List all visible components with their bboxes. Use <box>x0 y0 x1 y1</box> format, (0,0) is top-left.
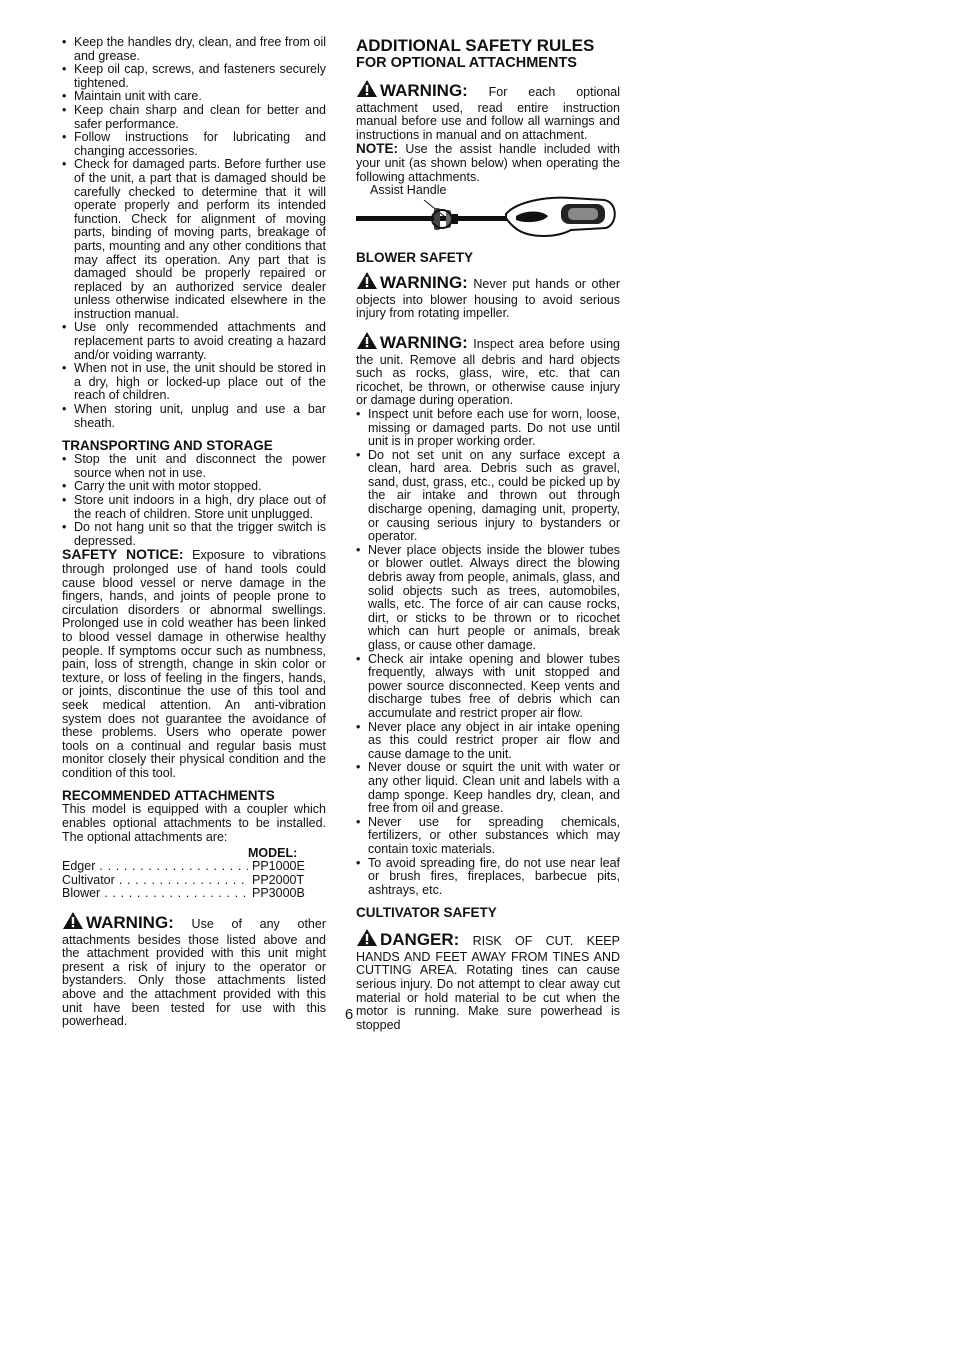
list-item: • Check for damaged parts. Before further use of the unit, a part that is damaged should be carefully checked to determine that it will operate properly and perform its intended function. Check for alignment of moving parts, binding of moving parts, breakage of parts, mounting and any other conditions that may affect its operation. Any part that is damaged should be properly repaired or replaced by an authorized service dealer unless otherwise indicated elsewhere in the instruction manual. <box>62 158 326 321</box>
list-item: • Follow instructions for lubricating and changing accessories. <box>62 131 326 158</box>
warning-label: WARNING: <box>86 913 174 933</box>
table-row <box>62 860 326 874</box>
list-item: • Never place objects inside the blower tubes or blower outlet. Always direct the blowing debris away from people, animals, glass, and solid objects such as trees, automobiles, walls, etc. The force of air can cause rocks, dirt, or sticks to be thrown or to ricochet which can hurt people or animals, break glass, or cause other damage. <box>356 544 620 653</box>
blower-safety-list <box>356 408 620 897</box>
safety-notice-label: SAFETY NOTICE: <box>62 546 184 563</box>
assist-handle-figure <box>356 184 620 244</box>
table-row <box>62 887 326 901</box>
list-item: • When not in use, the unit should be stored in a dry, high or locked-up place out of the reach of children. <box>62 362 326 403</box>
transport-heading: TRANSPORTING AND STORAGE <box>62 438 273 454</box>
list-item: • Check air intake opening and blower tubes frequently, always with unit stopped and power source disconnected. Keep vents and discharge tubes free of debris which can accumulate and restrict proper air flow. <box>356 653 620 721</box>
right-column <box>356 36 620 1032</box>
warning-label: WARNING: <box>380 332 468 352</box>
safety-notice-text: Exposure to vibrations through prolonged use of hand tools could cause blood vessel or nerve damage in the fingers, hands, and joints of people prone to circulation disorders or abnormal swellings. Prolonged use in cold weather has been linked to blood vessel damage in otherwise healthy people. If symptoms occur such as numbness, pain, loss of strength, change in skin color or texture, or loss of feeling in the fingers, hands, or joints, discontinue the use of this tool and seek medical attention. An anti-vibration system does not guarantee the avoidance of these problems. Users who operate power tools on a continual and regular basis must monitor closely their physical condition and the condition of this tool. <box>62 548 326 780</box>
list-item: • Never use for spreading chemicals, fertilizers, or other substances which may contain toxic materials. <box>356 816 620 857</box>
list-item: • Do not set unit on any surface except a clean, hard area. Debris such as gravel, sand, dust, grass, etc., could be picked up by the air intake and thrown out through discharge opening, damaging unit, property, or causing serious injury to bystanders or operator. <box>356 449 620 544</box>
warning-label: WARNING: <box>380 81 468 100</box>
list-item: • Never douse or squirt the unit with water or any other liquid. Clean unit and labels with a damp sponge. Keep handles dry, clean, and free from oil and grease. <box>356 761 620 815</box>
warning-text: Inspect area before using the unit. Remove all debris and hard objects such as rocks, glass, wire, etc. that can ricochet, be thrown, or otherwise cause injury or damage during operation. <box>356 336 620 408</box>
model-header: MODEL: <box>248 846 298 861</box>
page-number: 6 <box>344 1006 354 1023</box>
list-item: • Maintain unit with care. <box>62 90 326 104</box>
page-title: ADDITIONAL SAFETY RULES <box>356 36 595 55</box>
assist-handle-illustration <box>356 194 620 244</box>
blower-heading: BLOWER SAFETY <box>356 250 473 266</box>
danger-label: DANGER: <box>380 930 460 950</box>
list-item: • Use only recommended attachments and replacement parts to avoid creating a hazard and/or voiding warranty. <box>62 321 326 362</box>
attachment-name: Blower . . . <box>62 887 248 901</box>
warning-triangle-icon <box>62 911 84 934</box>
safety-notice <box>62 548 326 780</box>
note <box>356 142 620 184</box>
danger-text: RISK OF CUT. KEEP HANDS AND FEET AWAY FROM TINES AND CUTTING AREA. Rotating tines can cause serious injury. Do not attempt to clear away cut material or hold material to be cut when the motor is running. Make sure powerhead is stopped <box>356 934 620 1032</box>
attachment-name: Edger . . . <box>62 860 248 874</box>
list-item: • To avoid spreading fire, do not use near leaf or brush fires, fireplaces, barbecue pits, ashtrays, etc. <box>356 857 620 898</box>
list-item: • Store unit indoors in a high, dry place out of the reach of children. Store unit unplugged. <box>62 494 326 521</box>
recommended-text: This model is equipped with a coupler which enables optional attachments to be installed. The optional attachments are: <box>62 802 326 844</box>
attachment-warning <box>62 911 326 1029</box>
model-number: PP2000T <box>252 872 305 887</box>
page-subtitle: FOR OPTIONAL ATTACHMENTS <box>356 55 577 71</box>
list-item: • Do not hang unit so that the trigger switch is depressed. <box>62 521 326 548</box>
attachment-name: Cultivator . . . <box>62 874 248 888</box>
recommended-heading: RECOMMENDED ATTACHMENTS <box>62 788 275 804</box>
model-table <box>62 846 326 901</box>
attachment-warning <box>356 79 620 142</box>
model-number: PP3000B <box>252 886 305 901</box>
list-item: • Inspect unit before each use for worn, loose, missing or damaged parts. Do not use until unit is in proper working order. <box>356 408 620 449</box>
model-number: PP1000E <box>252 859 305 874</box>
general-safety-list <box>62 36 326 430</box>
blower-warning-1 <box>356 271 620 321</box>
list-item: • When storing unit, unplug and use a bar sheath. <box>62 403 326 430</box>
blower-warning-2 <box>356 331 620 408</box>
note-text: Use the assist handle included with your unit (as shown below) when operating the following attachments. <box>356 142 620 184</box>
list-item: • Keep the handles dry, clean, and free from oil and grease. <box>62 36 326 63</box>
transport-list <box>62 453 326 548</box>
cultivator-danger <box>356 928 620 1032</box>
list-item: • Keep oil cap, screws, and fasteners securely tightened. <box>62 63 326 90</box>
list-item: • Stop the unit and disconnect the power source when not in use. <box>62 453 326 480</box>
note-label: NOTE: <box>356 141 398 157</box>
table-row <box>62 874 326 888</box>
list-item: • Never place any object in air intake opening as this could restrict proper air flow and cause damage to the unit. <box>356 721 620 762</box>
cultivator-heading: CULTIVATOR SAFETY <box>356 905 497 921</box>
list-item: • Keep chain sharp and clean for better and safer performance. <box>62 104 326 131</box>
left-column <box>62 36 326 1029</box>
warning-triangle-icon <box>356 79 378 102</box>
warning-triangle-icon <box>356 271 378 294</box>
list-item: • Carry the unit with motor stopped. <box>62 480 326 494</box>
figure-caption: Assist Handle <box>370 183 447 198</box>
warning-label: WARNING: <box>380 273 468 293</box>
warning-text: For each optional attachment used, read entire instruction manual before use and follow all warnings and instructions in manual and on attachment. <box>356 85 620 142</box>
warning-triangle-icon <box>356 331 378 354</box>
warning-text: Never put hands or other objects into blower housing to avoid serious injury from rotating impeller. <box>356 277 620 321</box>
danger-triangle-icon <box>356 928 378 951</box>
warning-text: Use of any other attachments besides those listed above and the attachment provided with this unit might present a risk of injury to the operator or bystanders. Only those attachments listed above and the attachment provided with this unit have been tested for use with this powerhead. <box>62 917 326 1029</box>
